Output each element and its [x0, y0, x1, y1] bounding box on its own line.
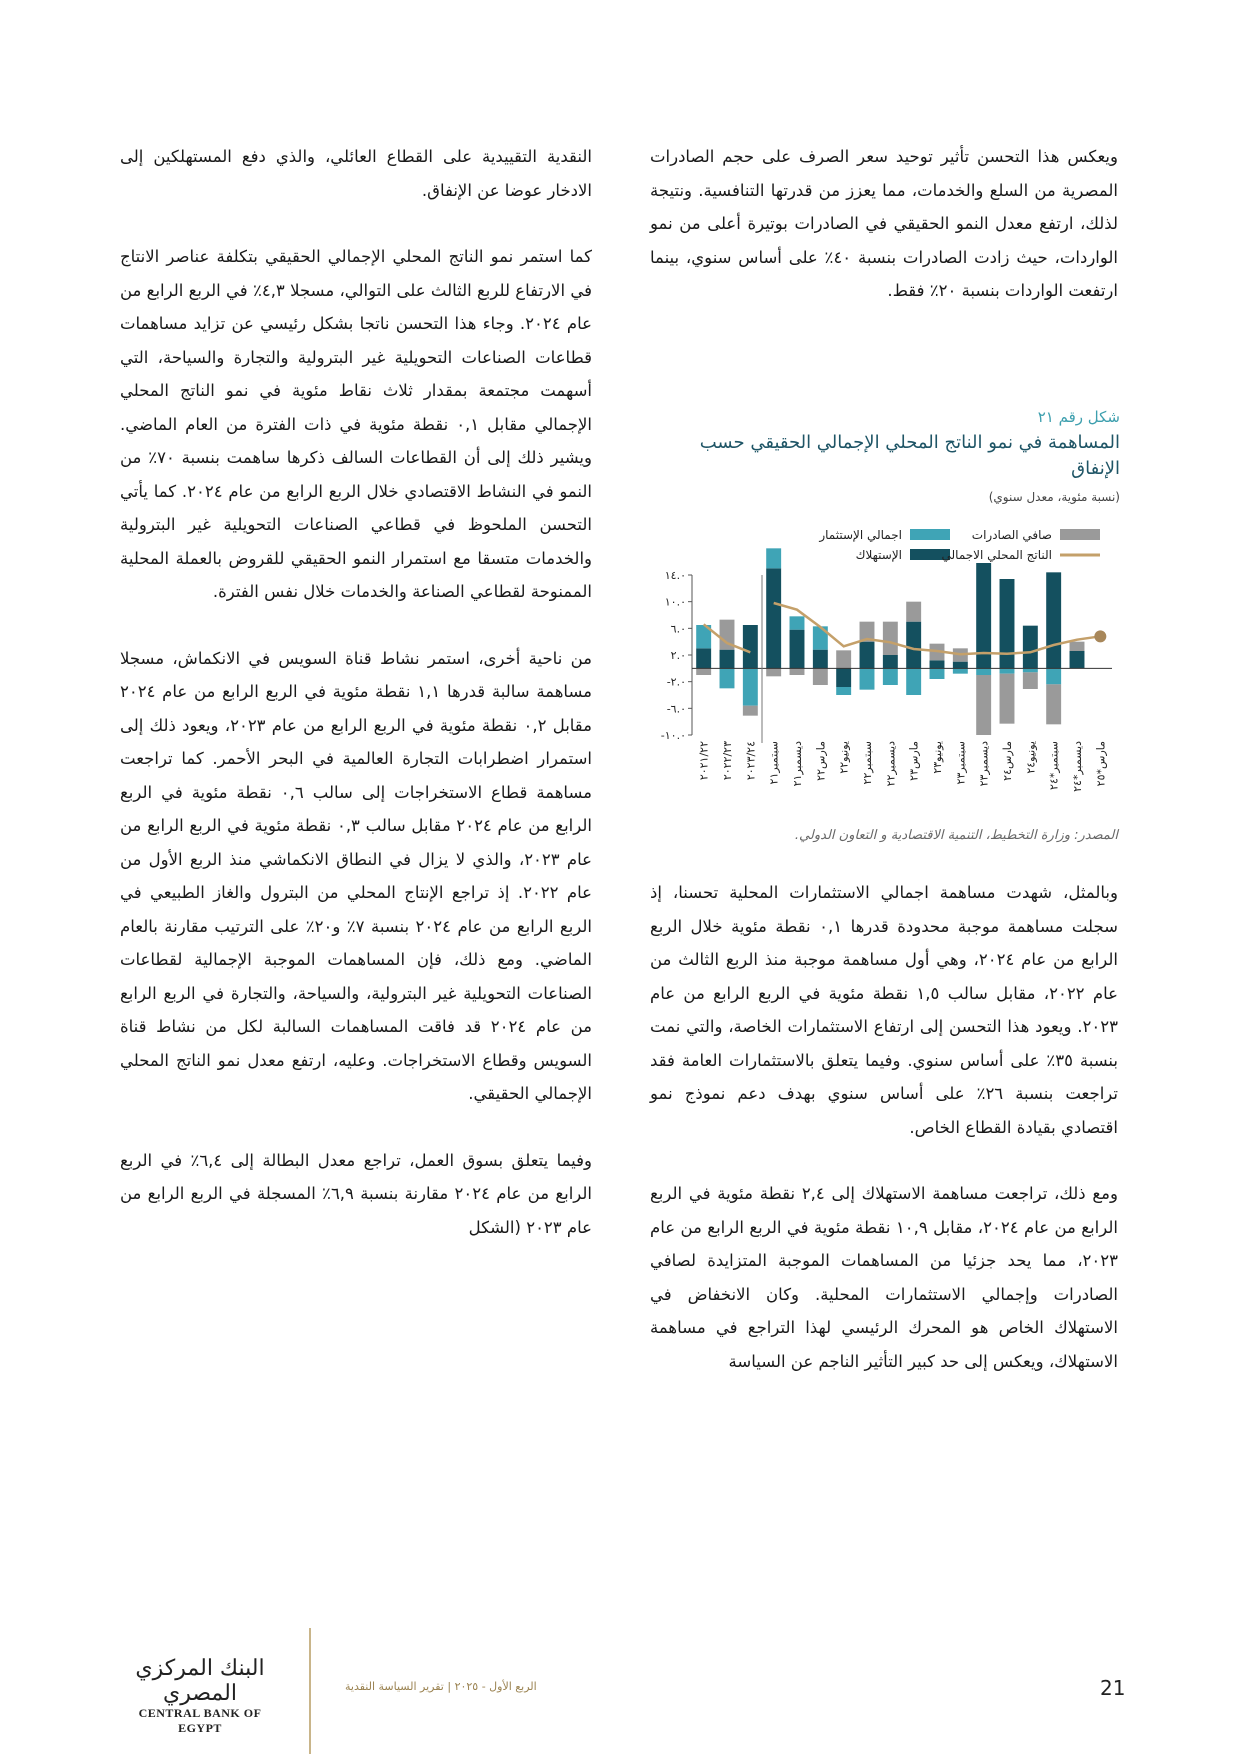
paragraph: ومع ذلك، تراجعت مساهمة الاستهلاك إلى ٢,٤ نقطة مئوية في الربع الرابع من عام ٢٠٢٤، مقابل ١٠,٩ نقطة مئوية في الربع الرابع من عام ٢٠٢٣، مما يحد جزئيا من المساهمات الموجبة المتزايدة لصافي الصادرات وإجمالي الاستثمارات المحلية. وكان الانخفاض في الاستهلاك الخاص هو المحرك الرئيسي لهذا التراجع في مساهمة الاستهلاك، ويعكس إلى حد كبير التأثير الناجم عن السياسة [650, 1184, 1118, 1371]
bar-segment [720, 650, 735, 669]
paragraph: كما استمر نمو الناتج المحلي الإجمالي الحقيقي بتكلفة عناصر الانتاج في الارتفاع للربع الثالث على التوالي، مسجلا ٤,٣٪ في الربع الرابع من عام ٢٠٢٤. وجاء هذا التحسن ناتجا بشكل رئيسي عن تزايد مساهمات قطاعات الصناعات التحويلية غير البترولية والتجارة والسياحة، التي أسهمت مجتمعة بمقدار ثلاث نقاط مئوية في نمو الناتج المحلي الإجمالي مقابل ٠,١ نقطة مئوية في ذات الفترة من العام الماضي. ويشير ذلك إلى أن القطاعات السالف ذكرها ساهمت بنسبة ٧٠٪ من النمو في النشاط الاقتصادي خلال الربع الرابع من عام ٢٠٢٤. كما يأتي التحسن الملحوظ في قطاعي الصناعات التحويلية غير البترولية والخدمات متسقا مع استمرار النمو الحقيقي للقروض بالعملة المحلية الممنوحة لقطاعي الصناعة والخدمات خلال نفس الفترة. [120, 247, 592, 601]
y-tick-label: ٢.٠ [670, 649, 686, 662]
left-text-column [120, 140, 592, 1244]
x-tick-label: يونيو٢٤ [1024, 741, 1038, 774]
bar-segment [790, 630, 805, 669]
bar-segment [953, 662, 968, 669]
y-tick-label: -٢.٠ [666, 675, 686, 689]
bar-segment [766, 548, 781, 568]
x-tick-label: يونيو٢٢ [837, 741, 851, 774]
y-tick-label: ٦.٠ [670, 622, 686, 636]
logo-arabic: البنك المركزي المصري [135, 1656, 265, 1706]
x-tick-label: مارس*٢٥ [1094, 741, 1108, 787]
legend-label: الناتج المحلي الاجمالي [941, 548, 1052, 562]
cbe-logo [120, 1656, 280, 1736]
x-tick-label: ديسمبر٢٣ [977, 741, 991, 787]
gdp-contribution-chart [650, 525, 1120, 825]
bar-segment [743, 706, 758, 716]
bar-segment [860, 642, 875, 669]
x-tick-label: يونيو٢٣ [931, 741, 944, 774]
x-tick-label: مارس٢٤ [1001, 741, 1014, 781]
x-tick-label: سبتمبر٢٣ [954, 741, 968, 785]
legend-swatch [1060, 529, 1100, 540]
y-tick-label: ١٠.٠ [664, 595, 686, 609]
legend-label: اجمالي الإستثمار [819, 528, 902, 542]
bar-segment [1000, 668, 1015, 673]
bar-segment [743, 625, 758, 668]
bar-segment [883, 622, 898, 655]
bar-segment [790, 668, 805, 675]
x-tick-label: سبتمبر*٢٤ [1047, 741, 1061, 790]
figure-unit: (نسبة مئوية، معدل سنوي) [988, 490, 1120, 504]
bar-segment [836, 650, 851, 668]
bar-segment [813, 668, 828, 685]
bar-segment [766, 668, 781, 676]
right-text-column [650, 140, 1118, 308]
bar-segment [930, 660, 945, 668]
bar-segment [836, 687, 851, 695]
paragraph: من ناحية أخرى، استمر نشاط قناة السويس في الانكماش، مسجلا مساهمة سالبة قدرها ١,١ نقطة مئوية في الربع الرابع من عام ٢٠٢٤ مقابل ٠,٢ نقطة مئوية في الربع الرابع من عام ٢٠٢٣، ويعود ذلك إلى استمرار اضطرابات التجارة العالمية في البحر الأحمر. كما تراجعت مساهمة قطاع الاستخراجات إلى سالب ٠,٦ نقطة مئوية في الربع الرابع من عام ٢٠٢٤ مقابل سالب ٠,٣ نقطة مئوية في الربع الرابع من عام ٢٠٢٣، والذي لا يزال في النطاق الانكماشي منذ الربع الأول من عام ٢٠٢٢. إذ تراجع الإنتاج المحلي من البترول والغاز الطبيعي في الربع الرابع من عام ٢٠٢٤ بنسبة ٧٪ و٢٠٪ على الترتيب مقارنة بالعام الماضي. ومع ذلك، فإن المساهمات الموجبة الإجمالية لقطاعات الصناعات التحويلية غير البترولية، والسياحة، والتجارة في الربع الرابع من عام ٢٠٢٤ قد فاقت المساهمات السالبة لكل من نشاط قناة السويس وقطاع الاستخراجات. وعليه، ارتفع معدل نمو الناتج المحلي الإجمالي الحقيقي. [120, 648, 593, 1103]
x-tick-label: ٢٠٢٢/٢٣ [721, 741, 734, 781]
x-tick-label: ديسمبر*٢٤ [1071, 741, 1084, 792]
bar-segment [1046, 572, 1061, 668]
y-tick-label: ١٤.٠ [664, 569, 686, 582]
page-number: 21 [1100, 1676, 1126, 1700]
y-tick-label: -١٠.٠ [660, 729, 686, 742]
bar-segment [720, 668, 735, 688]
bar-segment [930, 668, 945, 679]
bar-segment [790, 616, 805, 629]
x-tick-label: ٢٠٢١/٢٢ [697, 741, 711, 781]
legend-swatch [910, 529, 950, 540]
x-tick-label: ديسمبر٢١ [791, 741, 804, 787]
bar-segment [883, 668, 898, 685]
figure-title: المساهمة في نمو الناتج المحلي الإجمالي الحقيقي حسب الإنفاق [699, 432, 1120, 479]
bar-segment [906, 622, 921, 669]
figure-source: المصدر: وزارة التخطيط، التنمية الاقتصادية و التعاون الدولي. [794, 828, 1118, 843]
bar-segment [860, 668, 875, 689]
bar-segment [696, 648, 711, 668]
bar-segment [766, 568, 781, 668]
bar-segment [836, 668, 851, 687]
footer-report-title: الربع الأول - ٢٠٢٥ | تقرير السياسة النقدية [345, 1680, 537, 1693]
bar-segment [1023, 668, 1038, 672]
x-tick-label: مارس٢٣ [907, 741, 921, 781]
bar-segment [976, 675, 991, 735]
bar-segment [1070, 651, 1085, 668]
bar-segment [906, 668, 921, 695]
bar-segment [1046, 668, 1061, 684]
paragraph: ويعكس هذا التحسن تأثير توحيد سعر الصرف على حجم الصادرات المصرية من السلع والخدمات، مما يعزز من قدرتها التنافسية. ونتيجة لذلك، ارتفع معدل النمو الحقيقي في الصادرات بوتيرة أعلى من نمو الواردات، حيث زادت الصادرات بنسبة ٤٠٪ على أساس سنوي، بينما ارتفعت الواردات بنسبة ٢٠٪ فقط. [650, 147, 1119, 300]
paragraph: وبالمثل، شهدت مساهمة اجمالي الاستثمارات المحلية تحسنا، إذ سجلت مساهمة موجبة محدودة قدرها ٠,١ نقطة مئوية خلال الربع الرابع من عام ٢٠٢٤، وهي أول مساهمة موجبة منذ الربع الثالث من عام ٢٠٢٢، مقابل سالب ١,٥ نقطة مئوية في الربع الرابع من عام ٢٠٢٣. ويعود هذا التحسن إلى ارتفاع الاستثمارات الخاصة، والتي نمت بنسبة ٣٥٪ على أساس سنوي. وفيما يتعلق بالاستثمارات العامة فقد تراجعت بنسبة ٢٦٪ على أساس سنوي بهدف دعم نموذج نمو اقتصادي بقيادة القطاع الخاص. [650, 883, 1119, 1137]
bar-segment [813, 650, 828, 669]
logo-english: CENTRAL BANK OF EGYPT [138, 1706, 262, 1735]
bar-segment [1000, 674, 1015, 724]
x-tick-label: سبتمبر٢١ [767, 741, 781, 785]
footer-divider [309, 1628, 311, 1754]
bar-segment [883, 655, 898, 668]
figure-number: شكل رقم ٢١ [1037, 408, 1120, 426]
gdp-last-point [1094, 630, 1106, 642]
bar-segment [696, 668, 711, 675]
bar-segment [906, 602, 921, 622]
x-tick-label: سبتمبر٢٢ [861, 741, 874, 785]
right-text-column-lower [650, 876, 1118, 1378]
legend-label: صافي الصادرات [971, 528, 1052, 542]
bar-segment [1070, 642, 1085, 651]
paragraph: وفيما يتعلق بسوق العمل، تراجع معدل البطالة إلى ٦,٤٪ في الربع الرابع من عام ٢٠٢٤ مقارنة بنسبة ٦,٩٪ المسجلة في الربع الرابع من عام ٢٠٢٣ (الشكل [120, 1150, 592, 1237]
bar-segment [1046, 684, 1061, 724]
y-tick-label: -٦.٠ [666, 702, 686, 716]
legend-label: الإستهلاك [855, 548, 902, 562]
paragraph: النقدية التقييدية على القطاع العائلي، والذي دفع المستهلكين إلى الادخار عوضا عن الإنفاق. [120, 147, 592, 200]
x-tick-label: مارس٢٢ [814, 741, 828, 781]
x-tick-label: ٢٠٢٣/٢٤ [744, 741, 758, 781]
bar-segment [1023, 672, 1038, 689]
bar-segment [743, 668, 758, 705]
x-tick-label: ديسمبر٢٢ [884, 741, 898, 787]
bar-segment [1023, 626, 1038, 669]
figure-header [650, 408, 1120, 504]
bar-segment [953, 668, 968, 673]
bar-segment [976, 668, 991, 675]
